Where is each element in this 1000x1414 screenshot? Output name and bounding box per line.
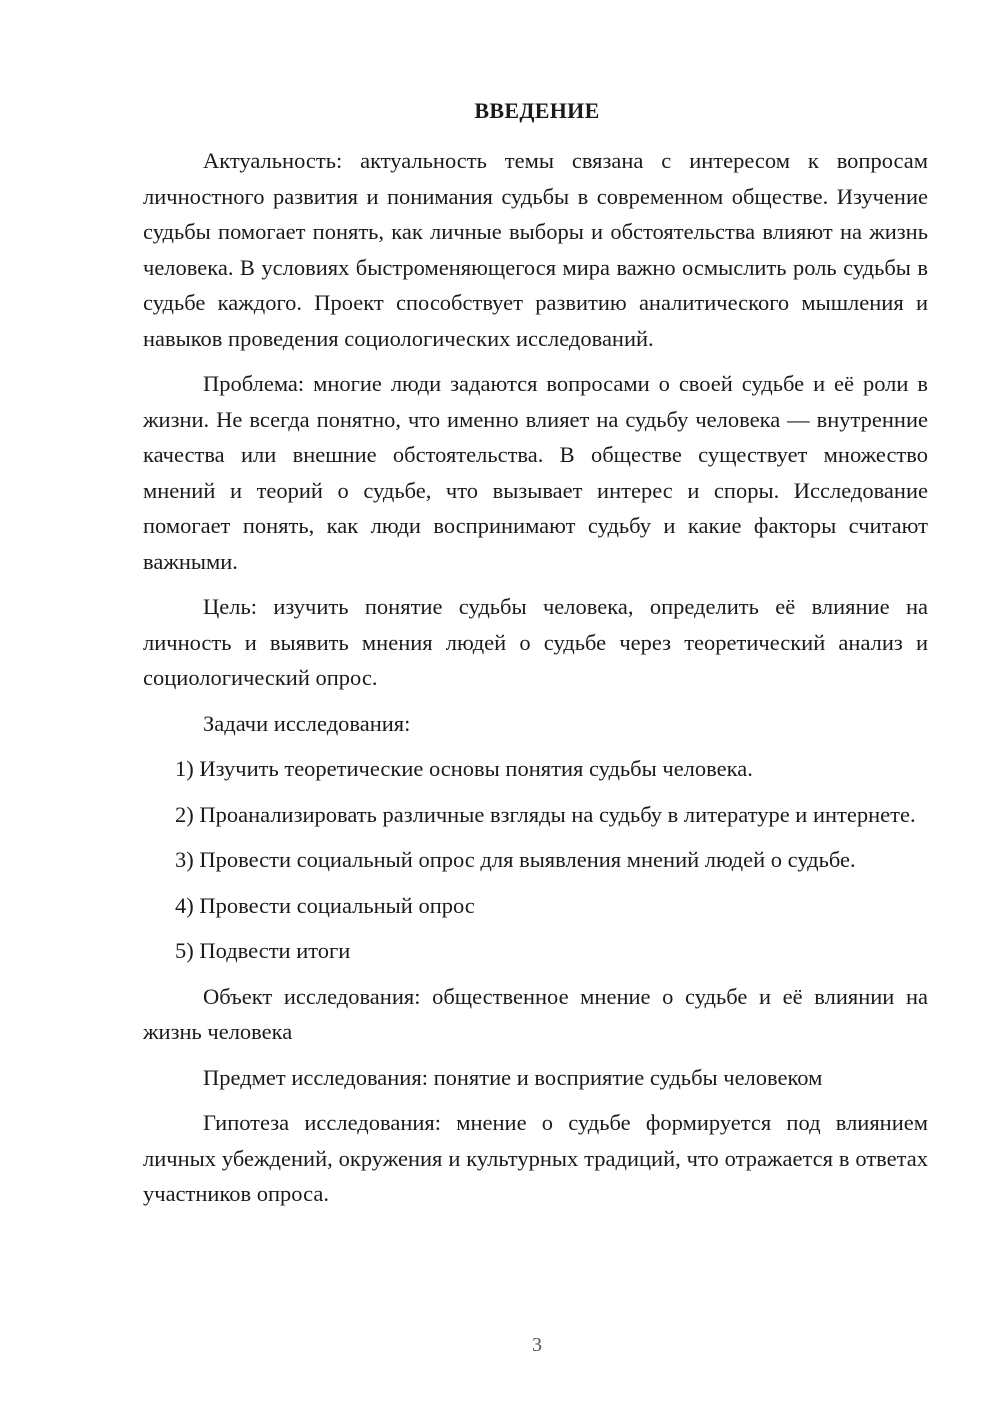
task-item: 2) Проанализировать различные взгляды на судьбу в литературе и интернете. [175, 801, 916, 827]
problem-paragraph: Проблема: многие люди задаются вопросами о своей судьбе и её роли в жизни. Не всегда понятно, что именно влияет на судьбу человека — внутренние качества или внешние обстоятельства. В обществе существует множество мнений и теорий о судьбе, что вызывает интерес и споры. Исследование помогает понять, как люди воспринимают судьбу и какие факторы считают важными. [143, 371, 928, 574]
hypothesis-paragraph: Гипотеза исследования: мнение о судьбе формируется под влиянием личных убеждений, окружения и культурных традиций, что отражается в ответах участников опроса. [143, 1110, 928, 1206]
goal-paragraph: Цель: изучить понятие судьбы человека, определить её влияние на личность и выявить мнения людей о судьбе через теоретический анализ и социологический опрос. [143, 594, 928, 690]
subject-paragraph: Предмет исследования: понятие и восприятие судьбы человеком [203, 1064, 823, 1090]
task-item: 3) Провести социальный опрос для выявления мнений людей о судьбе. [175, 847, 856, 872]
object-paragraph: Объект исследования: общественное мнение о судьбе и её влиянии на жизнь человека [143, 983, 928, 1044]
tasks-heading: Задачи исследования: [203, 710, 411, 736]
section-title: ВВЕДЕНИЕ [474, 98, 600, 123]
relevance-paragraph: Актуальность: актуальность темы связана с интересом к вопросам личностного развития и понимания судьбы в современном обществе. Изучение судьбы помогает понять, как личные выборы и обстоятельства влияют на жизнь человека. В условиях быстроменяющегося мира важно осмыслить роль судьбы в судьбе каждого. Проект способствует развитию аналитического мышления и навыков проведения социологических исследований. [143, 148, 928, 351]
page-number: 3 [532, 1334, 542, 1356]
body-text [143, 143, 928, 1222]
task-item: 4) Провести социальный опрос [175, 892, 475, 918]
task-item: 1) Изучить теоретические основы понятия судьбы человека. [175, 756, 753, 781]
task-item: 5) Подвести итоги [175, 938, 351, 963]
